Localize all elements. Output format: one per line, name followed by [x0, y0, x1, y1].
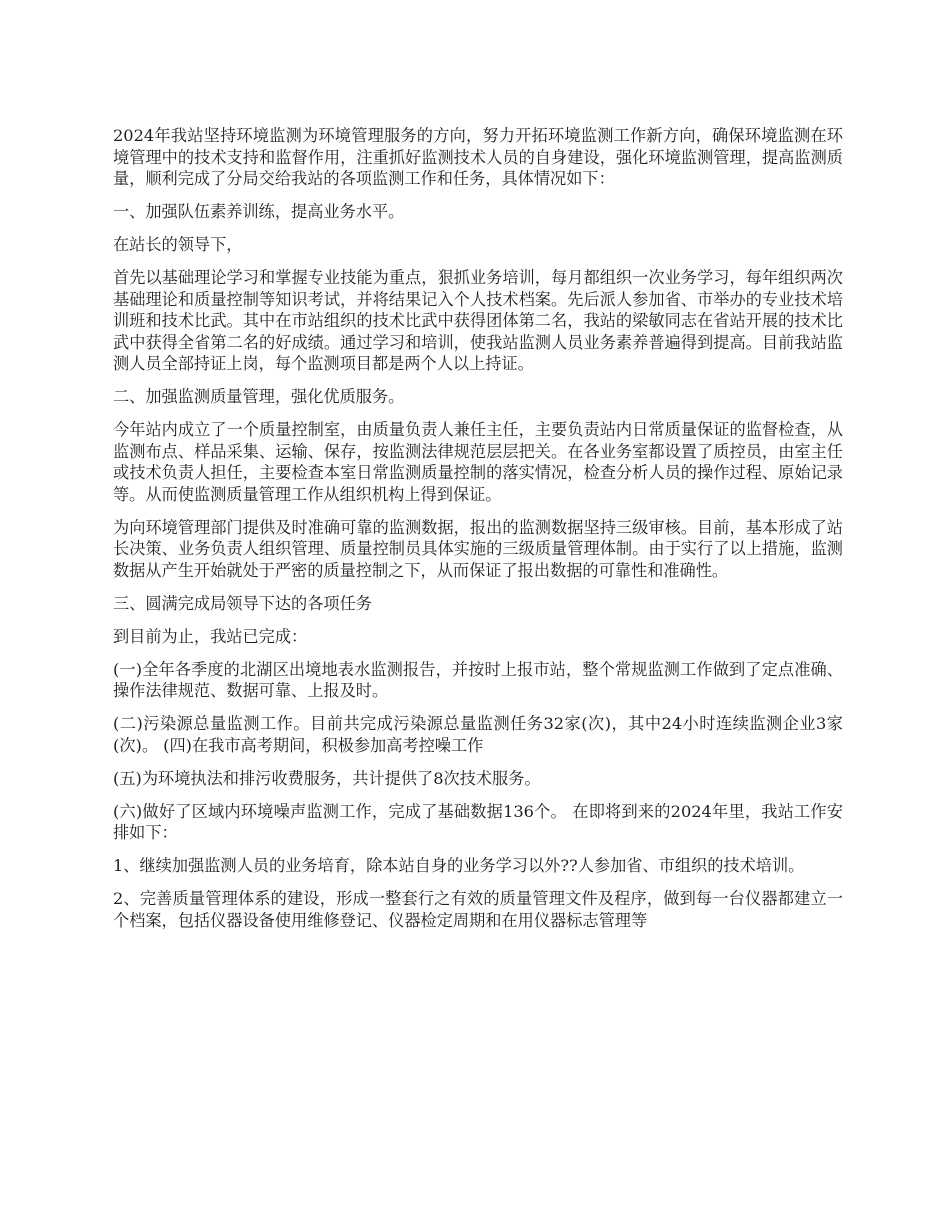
plan-item: 2、完善质量管理体系的建设，形成一整套行之有效的质量管理文件及程序，做到每一台仪器都建立一个档案，包括仪器设备使用维修登记、仪器检定周期和在用仪器标志管理等: [113, 889, 843, 930]
intro-paragraph: 2024年我站坚持环境监测为环境管理服务的方向，努力开拓环境监测工作新方向，确保环境监测在环境管理中的技术支持和监督作用，注重抓好监测技术人员的自身建设，强化环境监测管理，提高监测质量，顺利完成了分局交给我站的各项监测工作和任务，具体情况如下：: [113, 126, 843, 188]
paragraph: 到目前为止，我站已完成：: [113, 626, 308, 646]
list-item: (二)污染源总量监测工作。目前共完成污染源总量监测任务32家(次)，其中24小时连续监测企业3家(次)。 (四)在我市高考期间，积极参加高考控噪工作: [113, 714, 843, 755]
paragraph: 为向环境管理部门提供及时准确可靠的监测数据，报出的监测数据坚持三级审核。目前，基本形成了站长决策、业务负责人组织管理、质量控制员具体实施的三级质量管理体制。由于实行了以上措施，监测数据从产生开始就处于严密的质量控制之下，从而保证了报出数据的可靠性和准确性。: [113, 517, 843, 580]
list-item: (一)全年各季度的北湖区出境地表水监测报告，并按时上报市站，整个常规监测工作做到了定点准确、操作法律规范、数据可靠、上报及时。: [113, 659, 843, 700]
section-heading-1: 一、加强队伍素养训练，提高业务水平。: [113, 202, 405, 221]
list-item: (五)为环境执法和排污收费服务，共计提供了8次技术服务。: [113, 768, 541, 788]
section-heading-2: 二、加强监测质量管理，强化优质服务。: [113, 387, 405, 406]
paragraph: 首先以基础理论学习和掌握专业技能为重点，狠抓业务培训，每月都组织一次业务学习，每年组织两次基础理论和质量控制等知识考试，并将结果记入个人技术档案。先后派人参加省、市举办的专业技术培训班和技术比武。其中在市站组织的技术比武中获得团体第二名，我站的梁敏同志在省站开展的技术比武中获得全省第二名的好成绩。通过学习和培训，使我站监测人员业务素养普遍得到提高。目前我站监测人员全部持证上岗，每个监测项目都是两个人以上持证。: [113, 268, 843, 373]
list-item: (六)做好了区域内环境噪声监测工作，完成了基础数据136个。 在即将到来的2024年里，我站工作安排如下：: [113, 801, 843, 842]
plan-item: 1、继续加强监测人员的业务培育，除本站自身的业务学习以外??人参加省、市组织的技术培训。: [113, 856, 805, 875]
paragraph: 今年站内成立了一个质量控制室，由质量负责人兼任主任，主要负责站内日常质量保证的监督检查，从监测布点、样品采集、运输、保存，按监测法律规范层层把关。在各业务室都设置了质控员，由室主任或技术负责人担任，主要检查本室日常监测质量控制的落实情况，检查分析人员的操作过程、原始记录等。从而使监测质量管理工作从组织机构上得到保证。: [113, 420, 843, 504]
section-heading-3: 三、圆满完成局领导下达的各项任务: [113, 593, 372, 613]
paragraph: 在站长的领导下，: [113, 235, 243, 254]
document-body: [113, 125, 843, 943]
